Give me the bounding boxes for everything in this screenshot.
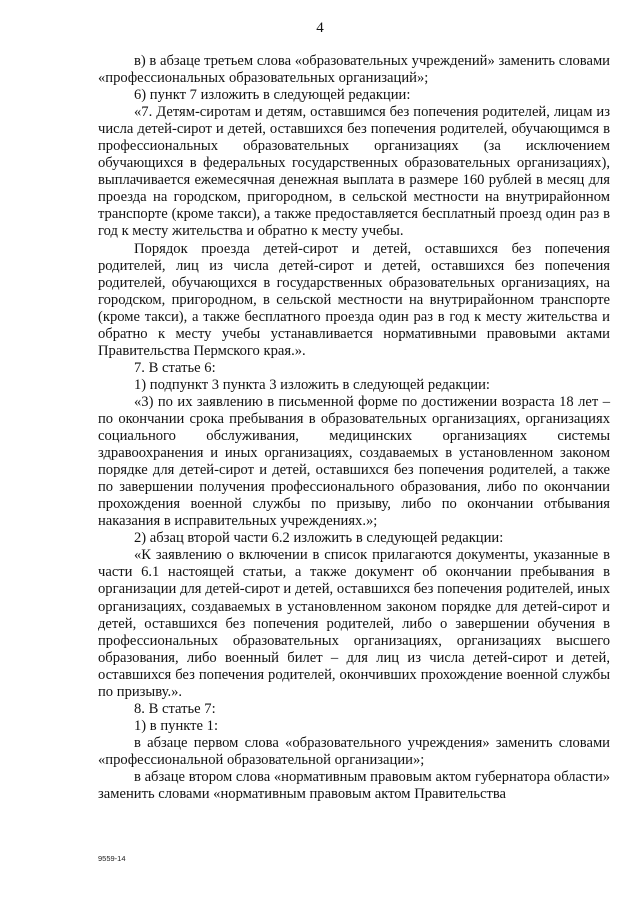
paragraph: 1) в пункте 1: [134, 717, 219, 734]
paragraph: Порядок проезда детей-сирот и детей, оставшихся без попечения родителей, лиц из числа детей-сирот и детей, оставшихся без попечения родителей, обучающихся в государственных образовательных организациях, на городском, пригородном, в сельской местности на внутрирайонном транспорте (кроме такси), а также бесплатного проезда один раз в год к месту жительства и обратно к месту учебы устанавливается нормативными правовыми актами Правительства Пермского края.». [98, 240, 610, 359]
paragraph: 6) пункт 7 изложить в следующей редакции: [134, 87, 411, 104]
paragraph: 8. В статье 7: [134, 700, 216, 717]
paragraph: в абзаце втором слова «нормативным правовым актом губернатора области» заменить словами «нормативным правовым актом Правительства [98, 768, 610, 803]
page-number: 4 [316, 20, 324, 36]
document-body [98, 53, 610, 803]
document-code: 9559-14 [98, 854, 126, 863]
paragraph: 2) абзац второй части 6.2 изложить в следующей редакции: [134, 530, 504, 547]
paragraph: в) в абзаце третьем слова «образовательных учреждений» заменить словами «профессиональных образовательных организаций»; [98, 53, 610, 87]
paragraph: 7. В статье 6: [134, 359, 216, 376]
paragraph: «7. Детям-сиротам и детям, оставшимся без попечения родителей, лицам из числа детей-сирот и детей, оставшихся без попечения родителей, обучающимся в профессиональных образовательных организациях (за исключением обучающихся в федеральных государственных образовательных организациях), выплачивается ежемесячная денежная выплата в размере 160 рублей в месяц для проезда на городском, пригородном, в сельской местности на внутрирайонном транспорте (кроме такси), а также предоставляется бесплатный проезд один раз в год к месту жительства и обратно к месту учебы. [98, 104, 610, 240]
paragraph: 1) подпункт 3 пункта 3 изложить в следующей редакции: [134, 376, 490, 393]
paragraph: «К заявлению о включении в список прилагаются документы, указанные в части 6.1 настоящей статьи, а также документ об окончании пребывания в организации для детей-сирот и детей, оставшихся без попечения родителей, иных организациях, создаваемых в установленном законом порядке для детей-сирот и детей, оставшихся без попечения родителей, либо о завершении обучения в профессиональных образовательных организациях, организациях высшего образования, либо военный билет – для лиц из числа детей-сирот и детей, оставшихся без попечения родителей, окончивших прохождение военной службы по призыву.». [98, 547, 610, 700]
paragraph: в абзаце первом слова «образовательного учреждения» заменить словами «профессиональной образовательной организации»; [98, 734, 610, 768]
paragraph: «3) по их заявлению в письменной форме по достижении возраста 18 лет – по окончании срока пребывания в образовательных организациях, организациях социального обслуживания, медицинских организациях системы здравоохранения и иных организациях, создаваемых в установленном законом порядке для детей-сирот и детей, оставшихся без попечения родителей, а также по завершении получения профессионального образования, либо по окончании прохождения военной службы по призыву, либо по окончании отбывания наказания в исправительных учреждениях.»; [98, 393, 610, 530]
